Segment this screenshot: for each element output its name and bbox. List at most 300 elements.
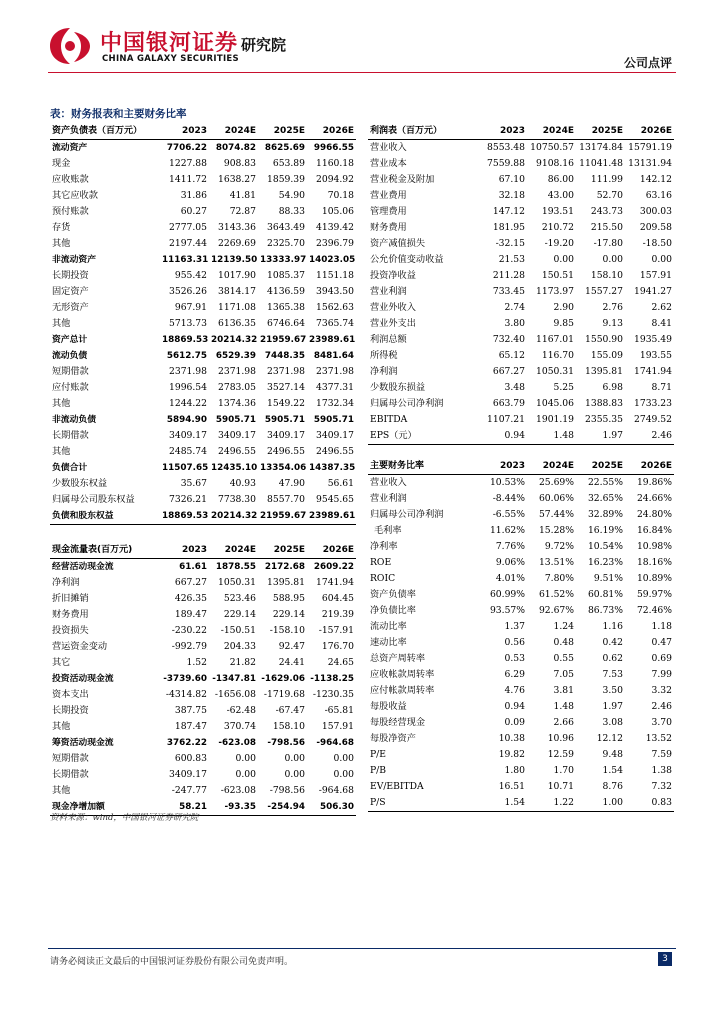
- row-label: 资产负债率: [370, 589, 416, 600]
- table-row: [368, 555, 674, 571]
- cell-value: 1562.63: [316, 302, 354, 313]
- year-column-header: 2025E: [576, 457, 625, 475]
- year-column-header: 2025E: [258, 541, 307, 559]
- row-label: P/S: [368, 795, 478, 812]
- table-row: [368, 699, 674, 715]
- cell-value: 3.08: [602, 717, 623, 728]
- cell-value: 0.00: [235, 753, 256, 764]
- cell-value: 0.56: [504, 637, 525, 648]
- cell-value: 1.48: [553, 701, 574, 712]
- cell-value: -62.48: [226, 705, 256, 716]
- cell-value: 189.47: [174, 609, 207, 620]
- cell-value: 1557.27: [585, 286, 623, 297]
- cell-value: 21959.67: [258, 508, 307, 525]
- table-row: [368, 300, 674, 316]
- table-row: [50, 156, 356, 172]
- cell-value: 3409.17: [169, 769, 207, 780]
- cell-value: 210.72: [541, 222, 574, 233]
- row-label: 应收帐款周转率: [370, 669, 435, 680]
- year-column-header: 2024E: [209, 122, 258, 140]
- cell-value: 13354.06: [260, 463, 307, 473]
- cell-value: 2783.05: [218, 382, 256, 393]
- cell-value: 158.10: [590, 270, 623, 281]
- cell-value: 1.00: [576, 795, 625, 812]
- year-column-header: 2026E: [307, 541, 356, 559]
- cell-value: 1996.54: [169, 382, 207, 393]
- cell-value: -93.35: [209, 799, 258, 816]
- table-row: [368, 236, 674, 252]
- cell-value: 9545.65: [316, 494, 354, 505]
- cell-value: 16.84%: [636, 525, 672, 536]
- table-row: [368, 396, 674, 412]
- cell-value: 86.73%: [587, 605, 623, 616]
- year-column-header: 2023: [160, 122, 209, 140]
- cell-value: 2396.79: [316, 238, 354, 249]
- table-row: [50, 783, 356, 799]
- cell-value: 733.45: [492, 286, 525, 297]
- cell-value: 9.85: [553, 318, 574, 329]
- cell-value: -247.77: [171, 785, 207, 796]
- row-label: 营业成本: [370, 158, 407, 169]
- year-column-header: 2023: [478, 457, 527, 475]
- cell-value: 908.83: [223, 158, 256, 169]
- cell-value: 12.12: [596, 733, 623, 744]
- cell-value: 10.89%: [636, 573, 672, 584]
- table-row: [368, 603, 674, 619]
- cell-value: 60.99%: [489, 589, 525, 600]
- table-heading: 利润表（百万元）: [368, 122, 478, 140]
- cell-value: 61.61: [179, 562, 207, 572]
- cell-value: -964.68: [318, 785, 354, 796]
- document-type: 公司点评: [623, 56, 672, 70]
- row-label: ROIC: [370, 573, 396, 584]
- row-label: 长期借款: [52, 430, 89, 441]
- table-row: [50, 300, 356, 316]
- cell-value: 9.13: [602, 318, 623, 329]
- cell-value: 1901.19: [536, 414, 574, 425]
- row-label: 现金: [52, 158, 71, 169]
- cell-value: 3.48: [504, 382, 525, 393]
- cell-value: 209.58: [639, 222, 672, 233]
- table-row: [368, 667, 674, 683]
- data-source-note: 资料来源：wind，中国银河证券研究院: [50, 813, 199, 823]
- row-label: 营业利润: [370, 286, 407, 297]
- table-row: [368, 268, 674, 284]
- row-label: 非流动资产: [52, 255, 96, 265]
- cell-value: 506.30: [307, 799, 356, 816]
- cell-value: 1411.72: [169, 174, 207, 185]
- row-label: 每股净资产: [370, 733, 416, 744]
- row-label: 净利润: [52, 577, 80, 588]
- cell-value: 1878.55: [215, 562, 256, 572]
- row-label: 管理费用: [370, 206, 407, 217]
- cell-value: 3.50: [602, 685, 623, 696]
- table-row: [50, 396, 356, 412]
- table-row: [50, 220, 356, 236]
- row-label: 少数股东权益: [52, 478, 108, 489]
- row-label: 应付账款: [52, 382, 89, 393]
- row-label: 每股经营现金: [370, 717, 426, 728]
- table-row: [368, 364, 674, 380]
- cell-value: 3643.49: [267, 222, 305, 233]
- cell-value: 5905.71: [215, 415, 256, 425]
- row-label: 流动资产: [52, 143, 88, 153]
- cell-value: 11041.48: [579, 158, 623, 169]
- header-divider: [48, 72, 676, 73]
- cell-value: 2.62: [651, 302, 672, 313]
- cell-value: 142.12: [639, 174, 672, 185]
- cell-value: 0.55: [553, 653, 574, 664]
- cell-value: 58.21: [160, 799, 209, 816]
- cell-value: 0.53: [504, 653, 525, 664]
- cell-value: 8.76: [602, 781, 623, 792]
- cell-value: -1230.35: [312, 689, 354, 700]
- table-row: [368, 172, 674, 188]
- cell-value: 15.28%: [538, 525, 574, 536]
- cell-value: 4136.59: [267, 286, 305, 297]
- row-label: 所得税: [370, 350, 398, 361]
- cell-value: 0.94: [504, 701, 525, 712]
- cell-value: 9108.16: [536, 158, 574, 169]
- cell-value: -3739.60: [163, 674, 207, 684]
- cell-value: 11507.65: [162, 463, 209, 473]
- cell-value: 2371.98: [316, 366, 354, 377]
- cell-value: 1.48: [527, 428, 576, 445]
- row-label: 负债合计: [52, 463, 88, 473]
- cell-value: 43.00: [547, 190, 574, 201]
- row-label: 利润总额: [370, 334, 407, 345]
- table-row: [50, 236, 356, 252]
- cell-value: 8.41: [651, 318, 672, 329]
- cell-value: 13131.94: [628, 158, 672, 169]
- cell-value: 18869.53: [162, 335, 209, 345]
- table-row: [50, 508, 356, 525]
- cell-value: 24.80%: [636, 509, 672, 520]
- row-label: 资产总计: [52, 335, 88, 345]
- cell-value: 1941.27: [634, 286, 672, 297]
- cell-value: -6.55%: [492, 509, 525, 520]
- cash-flow-table: [50, 541, 356, 816]
- cell-value: 229.14: [223, 609, 256, 620]
- cell-value: 653.89: [272, 158, 305, 169]
- cell-value: 35.67: [180, 478, 207, 489]
- cell-value: 18869.53: [160, 508, 209, 525]
- table-row: [368, 683, 674, 699]
- cell-value: 1638.27: [218, 174, 256, 185]
- cell-value: 2269.69: [218, 238, 256, 249]
- cell-value: -1347.81: [212, 674, 256, 684]
- cell-value: 7.76%: [495, 541, 525, 552]
- table-row: [50, 316, 356, 332]
- cell-value: 1.97: [602, 701, 623, 712]
- cell-value: 86.00: [547, 174, 574, 185]
- cell-value: 1.24: [553, 621, 574, 632]
- table-row: [50, 559, 356, 576]
- cell-value: -65.81: [324, 705, 354, 716]
- cell-value: 65.12: [498, 350, 525, 361]
- table-row: [368, 507, 674, 523]
- cell-value: 0.00: [235, 769, 256, 780]
- cell-value: 1935.49: [634, 334, 672, 345]
- cell-value: 16.19%: [587, 525, 623, 536]
- cell-value: 1741.94: [634, 366, 672, 377]
- cell-value: 1.54: [478, 795, 527, 812]
- cell-value: 2496.55: [218, 446, 256, 457]
- cell-value: 1395.81: [585, 366, 623, 377]
- cell-value: 3814.17: [218, 286, 256, 297]
- cell-value: 4377.31: [316, 382, 354, 393]
- cell-value: 7706.22: [166, 143, 207, 153]
- cell-value: 12435.10: [211, 463, 258, 473]
- row-label: 其它: [52, 657, 71, 668]
- table-row: [368, 428, 674, 445]
- cell-value: 7365.74: [316, 318, 354, 329]
- cell-value: 24.65: [327, 657, 354, 668]
- cell-value: 6.98: [602, 382, 623, 393]
- table-row: [368, 252, 674, 268]
- cell-value: 3.81: [553, 685, 574, 696]
- table-row: [50, 767, 356, 783]
- cell-value: 3527.14: [267, 382, 305, 393]
- financial-ratios-table: [368, 457, 674, 812]
- cell-value: 176.70: [321, 641, 354, 652]
- table-row: [50, 252, 356, 268]
- cell-value: 0.09: [504, 717, 525, 728]
- row-label: 无形资产: [52, 302, 89, 313]
- cell-value: 61.52%: [538, 589, 574, 600]
- row-label: 预付账款: [52, 206, 89, 217]
- row-label: 净负债比率: [370, 605, 416, 616]
- cell-value: 10.54%: [587, 541, 623, 552]
- table-row: [368, 204, 674, 220]
- cell-value: 219.39: [321, 609, 354, 620]
- row-label: 公允价值变动收益: [370, 254, 444, 265]
- cell-value: -18.50: [642, 238, 672, 249]
- row-label: P/E: [370, 749, 386, 760]
- cell-value: 2.76: [602, 302, 623, 313]
- report-header: [48, 20, 676, 72]
- cell-value: 1.37: [504, 621, 525, 632]
- cell-value: 32.89%: [587, 509, 623, 520]
- row-label: 现金净增加额: [50, 799, 160, 816]
- year-column-header: 2024E: [527, 122, 576, 140]
- page-number: 3: [658, 952, 672, 966]
- table-row: [50, 703, 356, 719]
- cell-value: 1395.81: [267, 577, 305, 588]
- row-label: 营业收入: [370, 142, 407, 153]
- cell-value: 0.47: [651, 637, 672, 648]
- cell-value: 3409.17: [218, 430, 256, 441]
- cell-value: 11163.31: [162, 255, 209, 265]
- cell-value: 1173.97: [536, 286, 574, 297]
- table-header-row: [50, 541, 356, 559]
- cell-value: 4.01%: [495, 573, 525, 584]
- cell-value: 0.48: [553, 637, 574, 648]
- cell-value: 52.70: [596, 190, 623, 201]
- row-label: 经营活动现金流: [52, 562, 114, 572]
- cell-value: 1.18: [651, 621, 672, 632]
- cell-value: 1365.38: [267, 302, 305, 313]
- row-label: 其他: [52, 785, 71, 796]
- cell-value: 193.51: [541, 206, 574, 217]
- row-label: 营业费用: [370, 190, 407, 201]
- cell-value: 23989.61: [307, 508, 356, 525]
- cell-value: 9.51%: [593, 573, 623, 584]
- cell-value: 229.14: [272, 609, 305, 620]
- cell-value: 150.51: [541, 270, 574, 281]
- row-label: 营业收入: [370, 477, 407, 488]
- cell-value: 6.29: [504, 669, 525, 680]
- cell-value: 10.53%: [489, 477, 525, 488]
- cell-value: 12.59: [547, 749, 574, 760]
- cell-value: 13.52: [645, 733, 672, 744]
- cell-value: 3.32: [651, 685, 672, 696]
- cell-value: 10.98%: [636, 541, 672, 552]
- cell-value: -992.79: [171, 641, 207, 652]
- year-column-header: 2024E: [209, 541, 258, 559]
- cell-value: 300.03: [639, 206, 672, 217]
- cell-value: 187.47: [174, 721, 207, 732]
- table-row: [50, 607, 356, 623]
- table-row: [368, 779, 674, 795]
- cell-value: 60.27: [180, 206, 207, 217]
- cell-value: 155.09: [590, 350, 623, 361]
- cell-value: 10.96: [547, 733, 574, 744]
- cell-value: 10.38: [498, 733, 525, 744]
- cell-value: 2371.98: [169, 366, 207, 377]
- cell-value: 1.16: [602, 621, 623, 632]
- row-label: 归属母公司股东权益: [52, 494, 135, 505]
- cell-value: 92.67%: [538, 605, 574, 616]
- cell-value: 3943.50: [316, 286, 354, 297]
- cell-value: 21.53: [498, 254, 525, 265]
- cell-value: 8481.64: [313, 351, 354, 361]
- cell-value: 3409.17: [267, 430, 305, 441]
- cell-value: 13333.97: [260, 255, 307, 265]
- row-label: 营业外支出: [370, 318, 416, 329]
- table-row: [50, 591, 356, 607]
- table-row: [368, 332, 674, 348]
- cell-value: 24.41: [278, 657, 305, 668]
- cell-value: 1045.06: [536, 398, 574, 409]
- row-label: 营运资金变动: [52, 641, 108, 652]
- cell-value: 105.06: [321, 206, 354, 217]
- row-label: 其他: [52, 398, 71, 409]
- cell-value: 7.53: [602, 669, 623, 680]
- cell-value: 11.62%: [489, 525, 525, 536]
- cell-value: 3143.36: [218, 222, 256, 233]
- cell-value: -67.47: [275, 705, 305, 716]
- cell-value: 2609.22: [313, 562, 354, 572]
- cell-value: 4.76: [504, 685, 525, 696]
- table-row: [368, 587, 674, 603]
- cell-value: 3.80: [504, 318, 525, 329]
- cell-value: 604.45: [321, 593, 354, 604]
- cell-value: 2496.55: [316, 446, 354, 457]
- table-row: [368, 747, 674, 763]
- row-label: 流动比率: [370, 621, 407, 632]
- row-label: 营业税金及附加: [370, 174, 435, 185]
- cell-value: 5905.71: [313, 415, 354, 425]
- cell-value: 6529.39: [215, 351, 256, 361]
- cell-value: -8.44%: [492, 493, 525, 504]
- row-label: 营业利润: [370, 493, 407, 504]
- cell-value: 2.46: [651, 701, 672, 712]
- cell-value: 667.27: [492, 366, 525, 377]
- cell-value: 2.74: [504, 302, 525, 313]
- cell-value: 0.00: [651, 254, 672, 265]
- cell-value: 8557.70: [267, 494, 305, 505]
- cell-value: 1.22: [527, 795, 576, 812]
- cell-value: 3526.26: [169, 286, 207, 297]
- table-row: [50, 348, 356, 364]
- cell-value: 7.99: [651, 669, 672, 680]
- table-row: [368, 380, 674, 396]
- cell-value: 10.71: [547, 781, 574, 792]
- cell-value: 0.94: [478, 428, 527, 445]
- cell-value: 663.79: [492, 398, 525, 409]
- cell-value: 7559.88: [487, 158, 525, 169]
- row-label: 负债和股东权益: [50, 508, 160, 525]
- table-row: [368, 715, 674, 731]
- cell-value: 7.59: [651, 749, 672, 760]
- logo-chinese-name: 中国银河证券: [100, 31, 239, 56]
- cell-value: 5.25: [553, 382, 574, 393]
- cell-value: 10750.57: [530, 142, 574, 153]
- table-row: [50, 751, 356, 767]
- cell-value: 47.90: [278, 478, 305, 489]
- cell-value: 15791.19: [628, 142, 672, 153]
- row-label: 固定资产: [52, 286, 89, 297]
- row-label: 速动比率: [370, 637, 407, 648]
- table-row: [50, 284, 356, 300]
- table-header-row: [368, 122, 674, 140]
- row-label: 总资产周转率: [370, 653, 426, 664]
- cell-value: 0.00: [602, 254, 623, 265]
- cell-value: -17.80: [593, 238, 623, 249]
- cell-value: 7738.30: [218, 494, 256, 505]
- table-row: [50, 719, 356, 735]
- cell-value: 21.82: [229, 657, 256, 668]
- cell-value: 2172.68: [264, 562, 305, 572]
- cell-value: 5612.75: [166, 351, 207, 361]
- cell-value: 60.06%: [538, 493, 574, 504]
- cell-value: -1629.06: [261, 674, 305, 684]
- row-label: 财务费用: [52, 609, 89, 620]
- row-label: 净利润: [370, 366, 398, 377]
- cell-value: 1160.18: [316, 158, 354, 169]
- row-label: 投资损失: [52, 625, 89, 636]
- cell-value: -798.56: [269, 785, 305, 796]
- table-row: [368, 316, 674, 332]
- cell-value: 7448.35: [264, 351, 305, 361]
- row-label: 每股收益: [370, 701, 407, 712]
- cell-value: 1107.21: [487, 414, 525, 425]
- row-label: 筹资活动现金流: [52, 738, 114, 748]
- cell-value: 56.61: [327, 478, 354, 489]
- cell-value: 7.05: [553, 669, 574, 680]
- cell-value: 8625.69: [264, 143, 305, 153]
- table-row: [50, 639, 356, 655]
- table-row: [368, 156, 674, 172]
- table-heading: 资产负债表（百万元）: [50, 122, 160, 140]
- cell-value: 2777.05: [169, 222, 207, 233]
- year-column-header: 2023: [478, 122, 527, 140]
- cell-value: 7326.21: [169, 494, 207, 505]
- cell-value: 2094.92: [316, 174, 354, 185]
- row-label: 存货: [52, 222, 71, 233]
- cell-value: 370.74: [223, 721, 256, 732]
